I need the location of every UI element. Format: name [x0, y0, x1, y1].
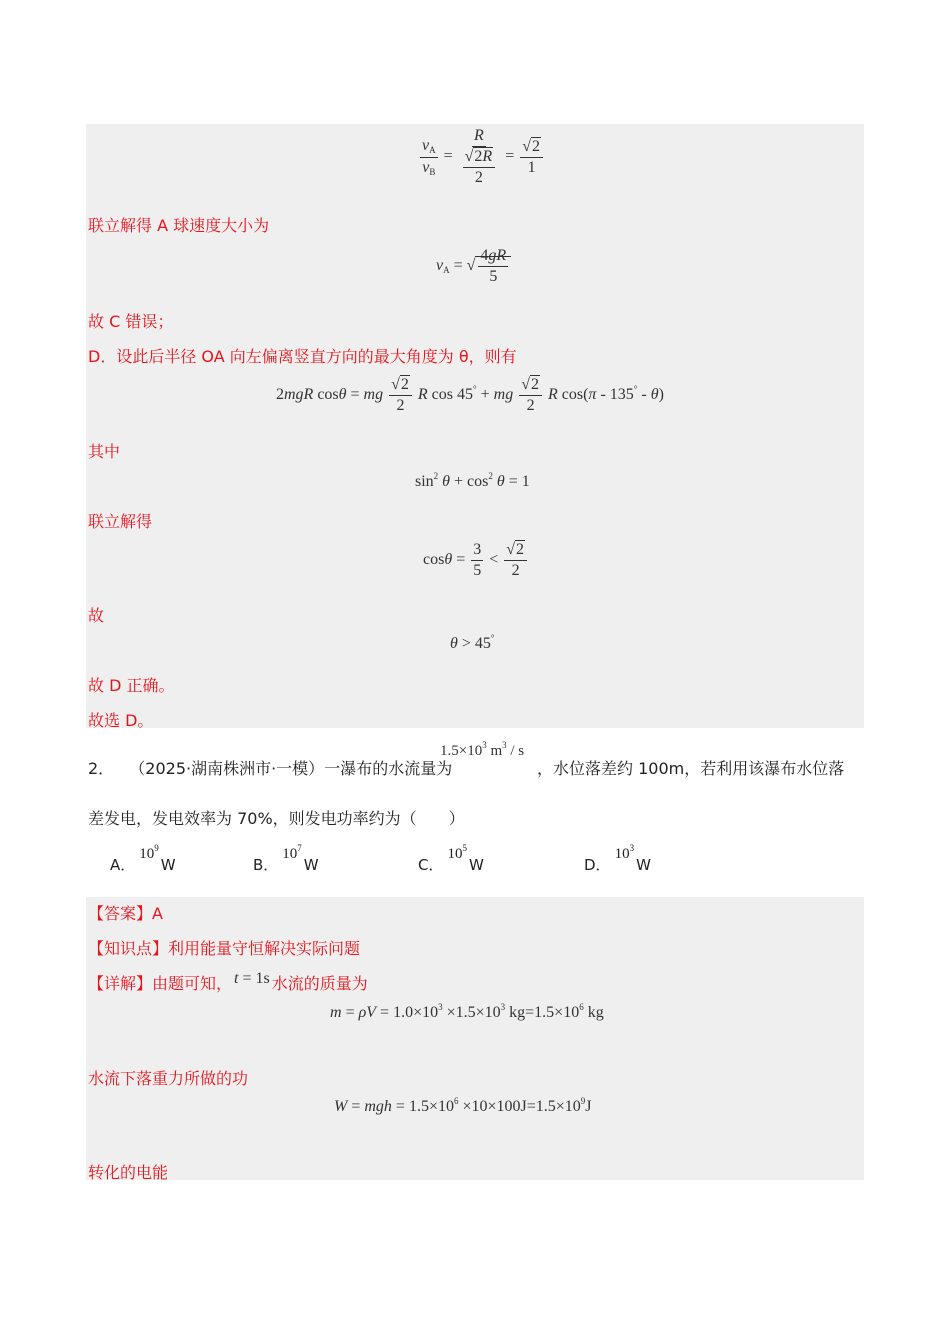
answer-line: 【答案】A: [88, 904, 163, 923]
detail-line: 【详解】由题可知， t = 1s 水流的质量为: [88, 970, 368, 993]
option-b[interactable]: B．$10^7W$: [253, 843, 319, 874]
option-c[interactable]: C．$10^5W$: [418, 843, 484, 874]
question-source: （2025·湖南株洲市·一模）: [129, 759, 325, 778]
theta-equation: θ > 45°: [450, 633, 495, 652]
work-equation: W = mgh = $1.5\times 10^6 \times 10\times 100J=1.5\times 10^9J$: [334, 1096, 592, 1115]
mass-equation: $m = \rho V = 1.0\times 10^3 \times 1.5\times 10^3$ $kg=1.5\times 10^6$ kg: [330, 1002, 604, 1021]
identity-equation: $\sin^2 \theta + \cos^2 \theta = 1$: [415, 471, 530, 490]
question-2-line-2: 差发电，发电效率为 70%，则发电功率约为（ ）: [88, 809, 465, 828]
solution-line: 故 C 错误；: [88, 312, 174, 331]
ratio-equation: $\frac{v_A}{v_B}$ = $\frac{R}{\frac{√2R}{2}}$ = $\frac{√2}{1}$: [418, 128, 545, 186]
flow-rate: $1.5\times 10^3$ $m^3$ / s: [440, 740, 525, 759]
solution-line: 联立解得 A 球速度大小为: [88, 216, 270, 235]
solution-line: 联立解得: [88, 512, 153, 531]
knowledge-line: 【知识点】利用能量守恒解决实际问题: [88, 939, 361, 958]
solution-line: 水流下落重力所做的功: [88, 1069, 249, 1088]
solution-line: 故选 D。: [88, 711, 154, 730]
solution-line: 转化的电能: [88, 1163, 169, 1182]
question-2-line-1b: ，水位落差约 100m，若利用该瀑布水位落: [537, 759, 845, 778]
question-number: 2．: [88, 759, 115, 778]
question-2-line-1: 2． （2025·湖南株洲市·一模）一瀑布的水流量为: [88, 759, 453, 778]
va-equation: $v_A$ = √ $\frac{4gR}{5}$: [436, 248, 511, 285]
energy-equation: 2mgR cosθ = mg $\frac{√2}{2}$ R cos 45° + mg $\frac{√2}{2}$ R cos(π - 135° - θ): [276, 376, 664, 414]
option-a[interactable]: A．$10^9W$: [110, 843, 176, 874]
solution-line: D．设此后半径 OA 向左偏离竖直方向的最大角度为 θ，则有: [88, 347, 517, 366]
solution-line: 其中: [88, 442, 121, 461]
solution-line: 故 D 正确。: [88, 676, 175, 695]
solution-line: 故: [88, 606, 105, 625]
cos-equation: cosθ = $\frac{3}{5}$ < $\frac{√2}{2}$: [423, 542, 529, 579]
option-d[interactable]: D．$10^3W$: [584, 843, 651, 874]
